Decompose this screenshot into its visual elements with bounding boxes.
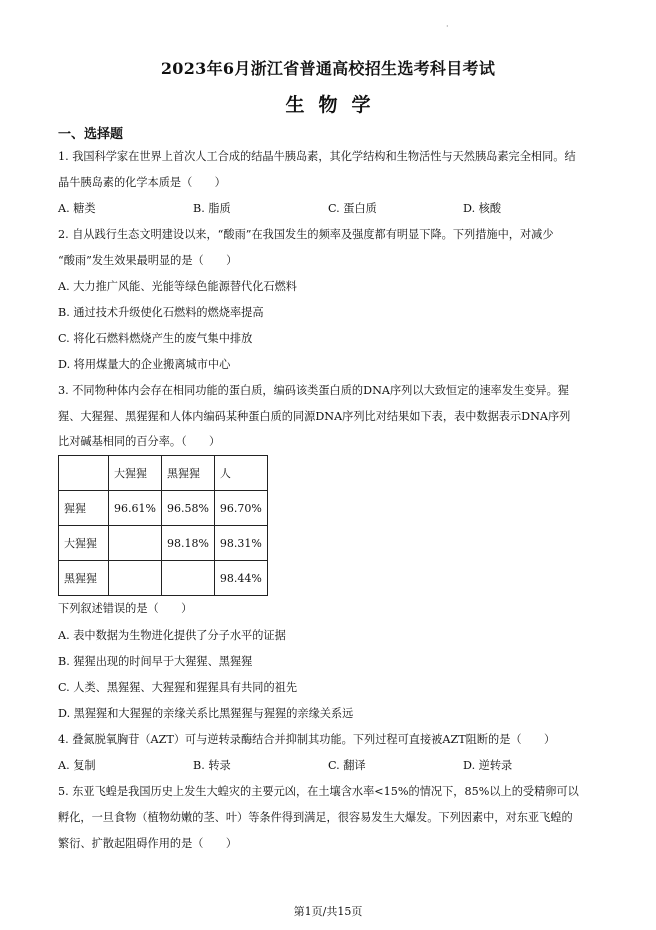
q2-option-c: C. 将化石燃料燃烧产生的废气集中排放	[58, 332, 253, 345]
q4-options	[58, 758, 598, 773]
section-heading: 一、选择题	[58, 127, 124, 142]
q4-option-c: C. 翻译	[328, 759, 366, 772]
table-cell: 98.31%	[214, 526, 267, 561]
dna-comparison-table	[58, 455, 268, 596]
table-cell	[109, 526, 162, 561]
q3-option-b: B. 猩猩出现的时间早于大猩猩、黑猩猩	[58, 655, 253, 668]
q5-stem-line-2: 孵化，一旦食物（植物幼嫩的茎、叶）等条件得到满足，很容易发生大爆发。下列因素中，对东亚飞蝗的	[58, 811, 573, 824]
table-header-cell	[59, 456, 109, 491]
subject-title: 生物学	[285, 94, 385, 116]
table-cell: 98.18%	[161, 526, 214, 561]
q2-stem-line-1: 2. 自从践行生态文明建设以来，“酸雨”在我国发生的频率及强度都有明显下降。下列措施中，对减少	[58, 228, 554, 241]
q1-option-a: A. 糖类	[58, 202, 96, 215]
q2-stem-line-2: “酸雨”发生效果最明显的是（ ）	[58, 254, 238, 267]
table-cell: 96.61%	[109, 491, 162, 526]
table-cell	[109, 561, 162, 596]
table-row	[59, 526, 268, 561]
q3-prompt: 下列叙述错误的是（ ）	[58, 602, 193, 615]
table-cell	[161, 561, 214, 596]
q3-stem-line-1: 3. 不同物种体内会存在相同功能的蛋白质，编码该类蛋白质的DNA序列以大致恒定的速率发生变异。猩	[58, 384, 569, 397]
table-cell: 大猩猩	[59, 526, 109, 561]
q4-option-b: B. 转录	[193, 759, 231, 772]
q1-option-b: B. 脂质	[193, 202, 231, 215]
q3-stem-line-3: 比对碱基相同的百分率。（ ）	[58, 435, 221, 448]
q3-stem-line-2: 猩、大猩猩、黑猩猩和人体内编码某种蛋白质的同源DNA序列比对结果如下表，表中数据表示DNA序列	[58, 410, 571, 423]
q4-stem: 4. 叠氮脱氧胸苷（AZT）可与逆转录酶结合并抑制其功能。下列过程可直接被AZT阻断的是（ ）	[58, 733, 556, 746]
q5-stem-line-3: 繁衍、扩散起阻碍作用的是（ ）	[58, 837, 238, 850]
q1-options	[58, 201, 598, 216]
q1-stem-line-2: 晶牛胰岛素的化学本质是（ ）	[58, 176, 226, 189]
q2-option-d: D. 将用煤量大的企业搬离城市中心	[58, 358, 231, 371]
table-header-cell: 黑猩猩	[161, 456, 214, 491]
q2-option-b: B. 通过技术升级使化石燃料的燃烧率提高	[58, 306, 264, 319]
table-cell: 96.58%	[161, 491, 214, 526]
q3-option-d: D. 黑猩猩和大猩猩的亲缘关系比黑猩猩与猩猩的亲缘关系远	[58, 707, 354, 720]
table-cell: 98.44%	[214, 561, 267, 596]
q4-option-a: A. 复制	[58, 759, 96, 772]
table-header-cell: 大猩猩	[109, 456, 162, 491]
table-row	[59, 561, 268, 596]
table-cell: 96.70%	[214, 491, 267, 526]
q2-option-a: A. 大力推广风能、光能等绿色能源替代化石燃料	[58, 280, 297, 293]
q3-option-a: A. 表中数据为生物进化提供了分子水平的证据	[58, 629, 286, 642]
q4-option-d: D. 逆转录	[463, 759, 513, 772]
q3-option-c: C. 人类、黑猩猩、大猩猩和猩猩具有共同的祖先	[58, 681, 298, 694]
q5-stem-line-1: 5. 东亚飞蝗是我国历史上发生大蝗灾的主要元凶，在土壤含水率<15%的情况下，85%以上的受精卵可以	[58, 785, 579, 798]
q1-stem-line-1: 1. 我国科学家在世界上首次人工合成的结晶牛胰岛素，其化学结构和生物活性与天然胰岛素完全相同。结	[58, 150, 576, 163]
table-row	[59, 491, 268, 526]
exam-title: 2023年6月浙江省普通高校招生选考科目考试	[160, 59, 496, 78]
q1-option-c: C. 蛋白质	[328, 202, 377, 215]
q1-option-d: D. 核酸	[463, 202, 502, 215]
table-cell: 黑猩猩	[59, 561, 109, 596]
page-number: 第1页/共15页	[293, 905, 363, 918]
table-header-row	[59, 456, 268, 491]
table-header-cell: 人	[214, 456, 267, 491]
page-mark: ·	[446, 22, 449, 31]
table-cell: 猩猩	[59, 491, 109, 526]
